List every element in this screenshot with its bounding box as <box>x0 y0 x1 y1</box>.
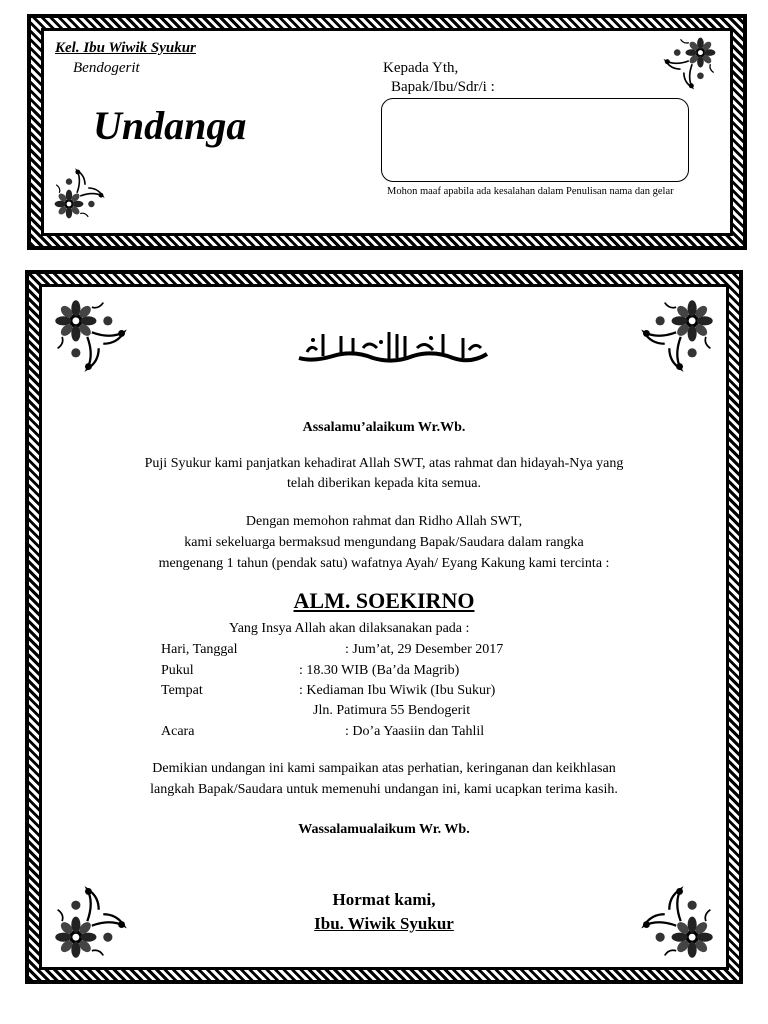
schedule-intro: Yang Insya Allah akan dilaksanakan pada : <box>229 621 470 636</box>
deceased-name: ALM. SOEKIRNO <box>293 588 475 613</box>
date-value: : Jum’at, 29 Desember 2017 <box>345 642 504 657</box>
closing-line-1: Demikian undangan ini kami sampaikan atas perhatian, keringanan dan keikhlasan <box>152 761 616 776</box>
signoff: Hormat kami, <box>332 890 436 909</box>
place-value: : Kediaman Ibu Wiwik (Ibu Sukur) <box>299 683 496 698</box>
time-value: : 18.30 WIB (Ba’da Magrib) <box>299 663 460 678</box>
addressee-label: Bapak/Ibu/Sdr/i : <box>391 79 495 95</box>
paragraph-1-line-2: telah diberikan kepada kita semua. <box>287 476 481 491</box>
place-address: Jln. Patimura 55 Bendogerit <box>313 703 471 718</box>
deceased-name-wrap <box>25 588 743 614</box>
date-label: Hari, Tanggal <box>161 642 238 657</box>
floral-corner-icon <box>635 298 715 378</box>
floral-corner-icon <box>53 298 133 378</box>
event-value: : Do’a Yaasiin dan Tahlil <box>345 724 485 739</box>
farewell: Wassalamualaikum Wr. Wb. <box>298 822 470 837</box>
to-label: Kepada Yth, <box>383 60 459 76</box>
closing-line-2: langkah Bapak/Saudara untuk memenuhi undangan ini, kami ucapkan terima kasih. <box>150 782 618 797</box>
paragraph-2-line-1: Dengan memohon rahmat dan Ridho Allah SWT, <box>245 514 523 529</box>
envelope-card <box>27 14 747 250</box>
family-name: Kel. Ibu Wiwik Syukur <box>55 40 196 56</box>
envelope-title: Undanga <box>93 103 247 148</box>
event-label: Acara <box>161 724 195 739</box>
floral-corner-icon <box>659 36 717 94</box>
location: Bendogerit <box>73 60 140 76</box>
signatory: Ibu. Wiwik Syukur <box>314 914 454 933</box>
paragraph-1-line-1: Puji Syukur kami panjatkan kehadirat Allah SWT, atas rahmat dan hidayah-Nya yang <box>144 456 624 471</box>
signatory-wrap <box>25 914 743 934</box>
invitation-card <box>25 270 743 984</box>
paragraph-2-line-3: mengenang 1 tahun (pendak satu) wafatnya Ayah/ Eyang Kakung kami tercinta : <box>158 556 610 571</box>
place-label: Tempat <box>161 683 203 698</box>
floral-corner-icon <box>53 164 109 220</box>
apology-note: Mohon maaf apabila ada kesalahan dalam Penulisan nama dan gelar <box>387 186 674 197</box>
time-label: Pukul <box>161 663 194 678</box>
address-box[interactable] <box>381 98 689 182</box>
paragraph-2-line-2: kami sekeluarga bermaksud mengundang Bapak/Saudara dalam rangka <box>184 535 584 550</box>
greeting: Assalamu’alaikum Wr.Wb. <box>302 420 466 435</box>
bismillah-calligraphy-icon <box>293 326 493 370</box>
